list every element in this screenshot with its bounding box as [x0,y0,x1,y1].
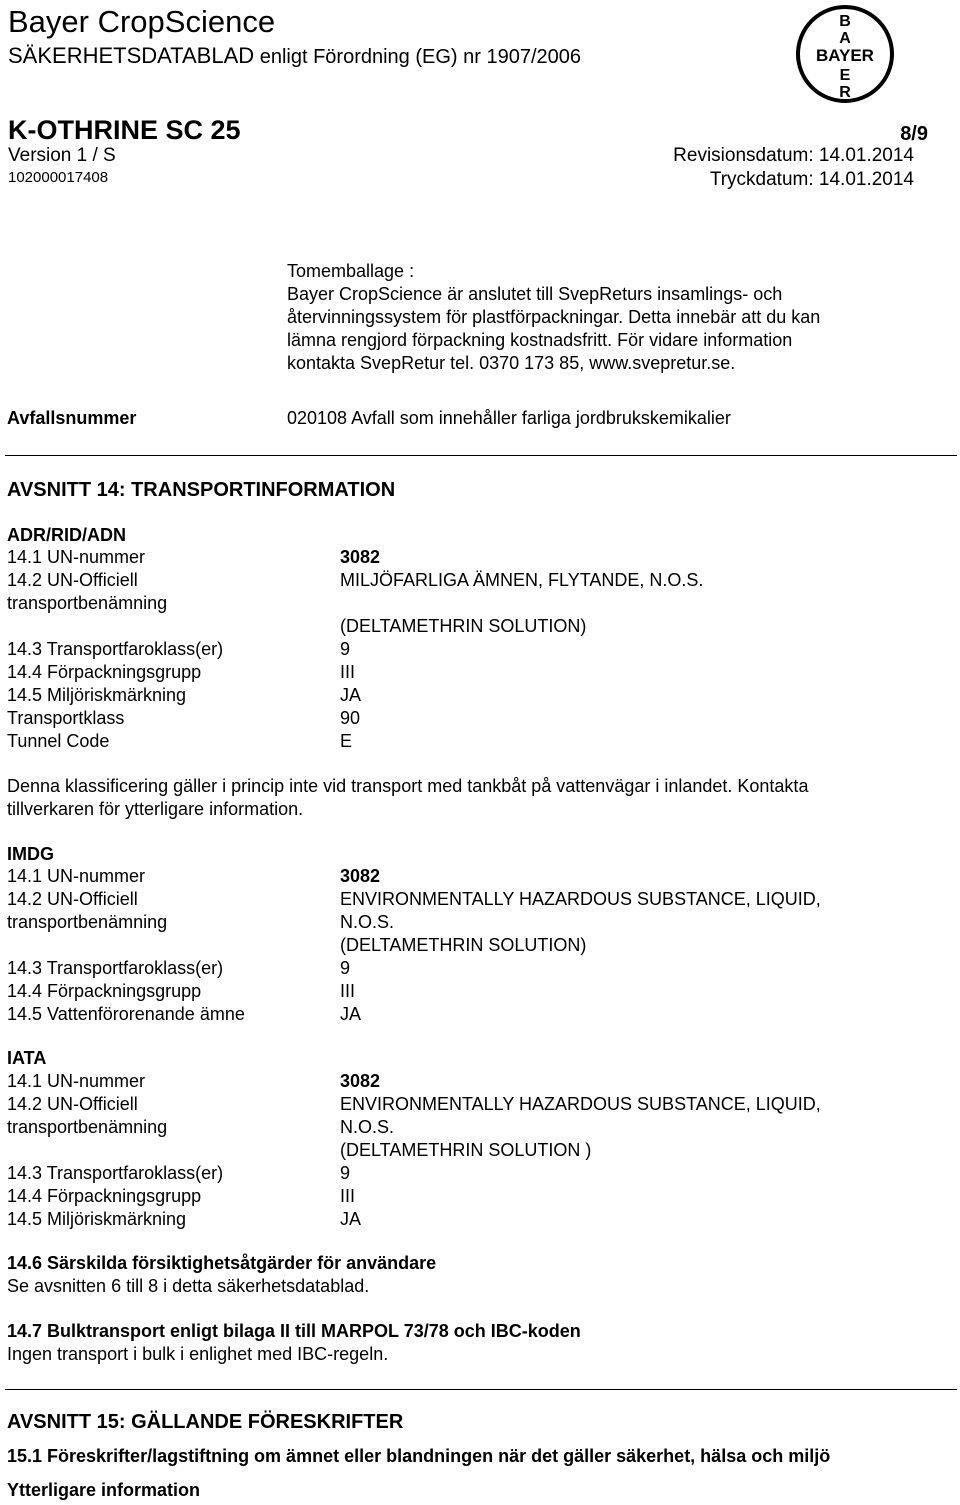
company-name: Bayer CropScience [8,4,276,39]
packaging-line: återvinningssystem för plastförpackningar. Detta innebär att du kan [287,307,821,327]
row-label: 14.1 UN-nummer [7,1071,146,1091]
row-value: E [340,731,353,751]
row-label: 14.2 UN-Officiell [7,1094,138,1114]
section-15-1-title: 15.1 Föreskrifter/lagstiftning om ämnet eller blandningen när det gäller säkerhet, hälsa och miljö [7,1446,831,1466]
revision-date: Revisionsdatum: 14.01.2014 [673,145,914,166]
row-label: transportbenämning [7,593,168,613]
row-value: JA [340,1209,362,1229]
row-label: transportbenämning [7,912,168,932]
sheet-title-line [8,44,581,69]
row-value: III [340,662,356,682]
packaging-line: kontakta SvepRetur tel. 0370 173 85, www.svepretur.se. [287,353,736,373]
row-label: 14.4 Förpackningsgrupp [7,1186,202,1206]
regulation-text: enligt Förordning (EG) nr 1907/2006 [259,46,582,68]
waste-number-label: Avfallsnummer [7,408,137,428]
logo-letter-e: E [839,67,851,84]
sheet-title: SÄKERHETSDATABLAD [8,43,255,68]
section-14-7-text: Ingen transport i bulk i enlighet med IBC-regeln. [7,1344,389,1364]
row-label: Transportklass [7,708,125,728]
row-value: JA [340,685,362,705]
section-14-title: AVSNITT 14: TRANSPORTINFORMATION [7,479,396,501]
waste-number-value: 020108 Avfall som innehåller farliga jordbrukskemikalier [287,408,731,428]
row-value: (DELTAMETHRIN SOLUTION) [340,935,587,955]
print-date: Tryckdatum: 14.01.2014 [709,169,914,190]
version: Version 1 / S [8,145,116,166]
page-number: 8/9 [900,123,928,145]
row-value: 3082 [340,547,381,567]
row-value: ENVIRONMENTALLY HAZARDOUS SUBSTANCE, LIQUID, [340,889,821,909]
row-value: III [340,981,356,1001]
product-name: K-OTHRINE SC 25 [8,115,241,145]
packaging-line: lämna rengjord förpackning kostnadsfritt. För vidare information [287,330,793,350]
imdg-heading: IMDG [7,844,54,864]
adr-note-line: tillverkaren för ytterligare information. [7,799,304,819]
row-label: 14.3 Transportfaroklass(er) [7,639,224,659]
row-label: 14.2 UN-Officiell [7,570,138,590]
row-value: MILJÖFARLIGA ÄMNEN, FLYTANDE, N.O.S. [340,570,704,590]
row-label: 14.5 Vattenförorenande ämne [7,1004,245,1024]
row-value: N.O.S. [340,912,395,932]
further-info-heading: Ytterligare information [7,1480,201,1500]
logo-letter-b: B [839,13,851,30]
row-label: 14.3 Transportfaroklass(er) [7,1163,224,1183]
section-14-6-text: Se avsnitten 6 till 8 i detta säkerhetsdatablad. [7,1276,370,1296]
row-label: 14.2 UN-Officiell [7,889,138,909]
row-label: 14.1 UN-nummer [7,547,146,567]
row-label: 14.1 UN-nummer [7,866,146,886]
row-value: 9 [340,639,351,659]
section-divider [5,1389,957,1390]
row-label: 14.4 Förpackningsgrupp [7,981,202,1001]
row-label: 14.5 Miljöriskmärkning [7,685,187,705]
row-value: 9 [340,1163,351,1183]
row-value: 3082 [340,1071,381,1091]
adr-heading: ADR/RID/ADN [7,525,126,545]
bayer-logo-icon [795,4,895,104]
adr-note-line: Denna klassificering gäller i princip inte vid transport med tankbåt på vattenvägar i inlandet. Kontakta [7,776,809,796]
packaging-line: Bayer CropScience är anslutet till SvepReturs insamlings- och [287,284,783,304]
packaging-label: Tomemballage : [287,261,415,281]
row-label: transportbenämning [7,1117,168,1137]
section-14-7-title: 14.7 Bulktransport enligt bilaga II till MARPOL 73/78 och IBC-koden [7,1321,581,1341]
row-label: 14.3 Transportfaroklass(er) [7,958,224,978]
logo-word: BAYER [816,46,874,65]
row-value: JA [340,1004,362,1024]
row-value: III [340,1186,356,1206]
section-14-6-title: 14.6 Särskilda försiktighetsåtgärder för användare [7,1253,437,1273]
row-value: 3082 [340,866,381,886]
row-value: 9 [340,958,351,978]
row-value: N.O.S. [340,1117,395,1137]
document-code: 102000017408 [8,169,109,186]
section-divider [5,455,957,456]
row-value: (DELTAMETHRIN SOLUTION) [340,616,587,636]
row-value: (DELTAMETHRIN SOLUTION ) [340,1140,592,1160]
row-label: Tunnel Code [7,731,110,751]
section-15-title: AVSNITT 15: GÄLLANDE FÖRESKRIFTER [7,1411,404,1433]
logo-letter-r: R [839,84,851,101]
logo-letter-a: A [839,30,851,47]
row-value: ENVIRONMENTALLY HAZARDOUS SUBSTANCE, LIQUID, [340,1094,821,1114]
row-label: 14.5 Miljöriskmärkning [7,1209,187,1229]
iata-heading: IATA [7,1048,47,1068]
row-value: 90 [340,708,361,728]
row-label: 14.4 Förpackningsgrupp [7,662,202,682]
